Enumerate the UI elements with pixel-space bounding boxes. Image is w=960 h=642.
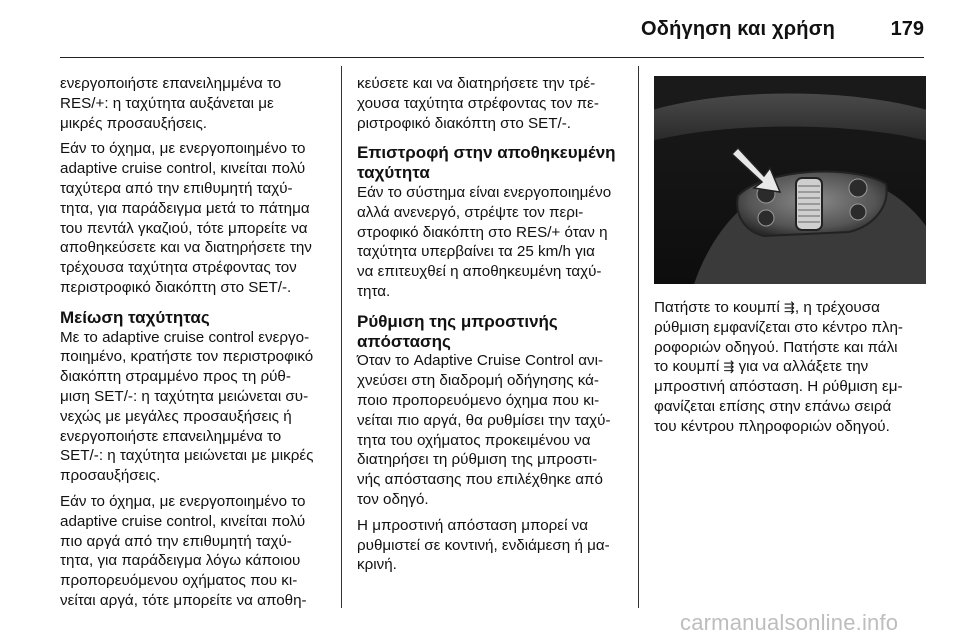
page-header: [0, 0, 960, 64]
paragraph: Εάν το όχημα, με ενεργοποιημένο το adaptive cruise control, κινείται πολύ πιο αργά από την επιθυμητή ταχύ- τητα, για παράδειγμα λόγω κάποιου προπορευόμενου οχήματος που κι- νείται αργά, τότε μπορείτε να αποθη-: [60, 492, 307, 609]
column-3: [654, 298, 926, 443]
column-divider-2: [638, 66, 639, 608]
section-heading: Ρύθμιση της μπροστινής απόστασης: [357, 311, 558, 351]
paragraph: Εάν το σύστημα είναι ενεργοποιημένο αλλά ανενεργό, στρέψτε τον περι- στροφικό διακόπτη στο RES/+ όταν η ταχύτητα υπερβαίνει τα 25 km/h για να επιτευχθεί η αποθηκευμένη ταχύ- τητα.: [357, 183, 612, 300]
paragraph: κεύσετε και να διατηρήσετε την τρέ- χουσα ταχύτητα στρέφοντας τον πε- ριστροφικό διακόπτη στο SET/-.: [357, 75, 599, 132]
paragraph: Εάν το όχημα, με ενεργοποιημένο το adaptive cruise control, κινείται πολύ ταχύτερα από την επιθυμητή ταχύ- τητα, για παράδειγμα μετά το πάτημα του πεντάλ γκαζιού, τότε μπορείτε να αποθηκεύσετε και να διατηρήσετε την τρέχουσα ταχύτητα στρέφοντας τον περιστροφικό διακόπτη στο SET/-.: [60, 140, 312, 296]
paragraph: Πατήστε το κουμπί ⇶, η τρέχουσα ρύθμιση εμφανίζεται στο κέντρο πλη- ροφοριών οδηγού. Πατήστε και πάλι το κουμπί ⇶ για να αλλάξετε την μπροστινή απόσταση. Η ρύθμιση εμ- φανίζεται επίσης στην επάνω σειρά του κέντρου πληροφοριών οδηγού.: [654, 299, 903, 435]
page-title: Οδήγηση και χρήση: [641, 18, 835, 40]
column-divider-1: [341, 66, 342, 608]
page-number: 179: [890, 18, 924, 40]
column-2: [357, 74, 625, 581]
distance-setting-icon: ⇶: [723, 359, 735, 375]
steering-wheel-controls-figure: [654, 76, 926, 284]
section-heading: Επιστροφή στην αποθηκευμένη ταχύτητα: [357, 143, 616, 183]
column-1: [60, 74, 328, 617]
header-divider: [60, 57, 924, 58]
steering-wheel-illustration: [654, 76, 926, 284]
watermark: carmanualsonline.info: [680, 610, 899, 635]
distance-setting-icon: ⇶: [784, 300, 795, 315]
paragraph: Η μπροστινή απόσταση μπορεί να ρυθμιστεί σε κοντινή, ενδιάμεση ή μα- κρινή.: [357, 516, 610, 574]
paragraph: ενεργοποιήστε επανειλημμένα το RES/+: η ταχύτητα αυξάνεται με μικρές προσαυξήσεις.: [60, 75, 282, 132]
paragraph: Με το adaptive cruise control ενεργο- ποιημένο, κρατήστε τον περιστροφικό διακόπτη στραμμένο προς τη ρύθ- μιση SET/-: η ταχύτητα μειώνεται συ- νεχώς με μεγάλες προσαυξήσεις ή ενεργοποιήστε επανειλημμένα το SET/-: η ταχύτητα μειώνεται με μικρές προσαυξήσεις.: [60, 328, 314, 485]
paragraph: Όταν το Adaptive Cruise Control ανι- χνεύσει στη διαδρομή οδήγησης κά- ποιο προπορευόμενο όχημα που κι- νείται πιο αργά, θα ρυθμίσει την ταχύ- τητα του οχήματος προκειμένου να διατηρήσει τη ρύθμιση της μπροστι- νής απόστασης που επιλέχθηκε από τον οδηγό.: [357, 352, 611, 508]
section-heading: Μείωση ταχύτητας: [60, 307, 210, 327]
